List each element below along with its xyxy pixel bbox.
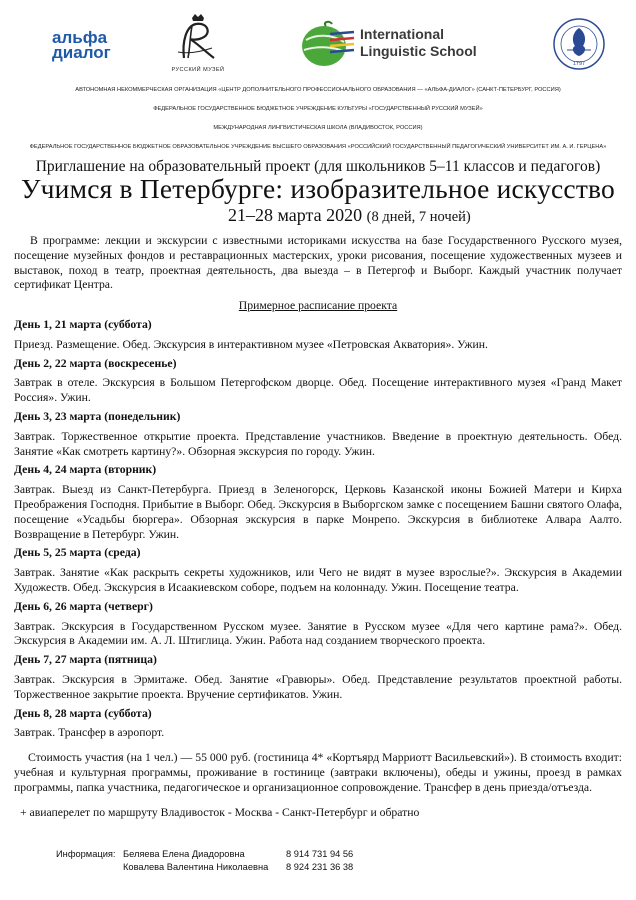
- day-text: Завтрак. Занятие «Как раскрыть секреты художников, или Чего не видят в музее взрослые?». Экскурсия в Академии Художеств. Обед. Экскурсия в Исаакиевском соборе, подъем на колоннаду. Ужин. Посещение театра.: [14, 566, 622, 594]
- schedule-day: [14, 410, 622, 459]
- day-title: День 2, 22 марта (воскресенье): [14, 356, 177, 370]
- logo-bar: [0, 10, 636, 82]
- alfa-logo-line1: альфа: [52, 28, 108, 47]
- org-line: ФЕДЕРАЛЬНОЕ ГОСУДАРСТВЕННОЕ БЮДЖЕТНОЕ ОБРАЗОВАТЕЛЬНОЕ УЧРЕЖДЕНИЕ ВЫСШЕГО ОБРАЗОВАНИЯ «РОССИЙСКИЙ ГОСУДАРСТВЕННЫЙ ПЕДАГОГИЧЕСКИЙ УНИВЕРСИТЕТ ИМ. А. И. ГЕРЦЕНА»: [29, 144, 607, 150]
- price-paragraph: Стоимость участия (на 1 чел.) — 55 000 руб. (гостиница 4* «Кортъярд Марриотт Васильевский»). В стоимость входит: учебная и культурная программы, проживание в гостинице (завтраки включены), обеды и ужины, проезд в рамках программы, папка участника, педагогическое и организационное сопровождение. Трансфер в день приезда/отъезда.: [14, 751, 622, 794]
- org-line: АВТОНОМНАЯ НЕКОММЕРЧЕСКАЯ ОРГАНИЗАЦИЯ «ЦЕНТР ДОПОЛНИТЕЛЬНОГО ПРОФЕССИОНАЛЬНОГО ОБРАЗОВАНИЯ — «АЛЬФА-ДИАЛОГ» (САНКТ-ПЕТЕРБУРГ, РОССИЯ): [75, 87, 561, 93]
- ils-line1: International: [360, 26, 445, 42]
- schedule-list: [14, 318, 622, 741]
- schedule-day: [14, 546, 622, 595]
- day-title: День 1, 21 марта (суббота): [14, 317, 152, 331]
- contact-name: Ковалева Валентина Николаевна: [123, 862, 269, 872]
- schedule-day: [14, 653, 622, 702]
- ils-logo-text: [360, 26, 477, 60]
- page-title: Учимся в Петербурге: изобразительное искусство: [20, 173, 616, 204]
- alfa-logo-line2: диалог: [52, 43, 111, 62]
- contact-label: Информация:: [56, 849, 116, 859]
- schedule-day: [14, 707, 622, 742]
- day-text: Завтрак. Экскурсия в Эрмитаже. Обед. Занятие «Гравюры». Обед. Представление результатов проектной работы. Торжественное закрытие проекта. Вручение сертификатов. Ужин.: [14, 672, 622, 701]
- org-line: МЕЖДУНАРОДНАЯ ЛИНГВИСТИЧЕСКАЯ ШКОЛА (ВЛАДИВОСТОК, РОССИЯ): [213, 125, 423, 131]
- day-title: День 6, 26 марта (четверг): [14, 599, 153, 613]
- schedule-day: [14, 318, 622, 353]
- day-title: День 7, 27 марта (пятница): [14, 653, 157, 667]
- org-line: ФЕДЕРАЛЬНОЕ ГОСУДАРСТВЕННОЕ БЮДЖЕТНОЕ УЧРЕЖДЕНИЕ КУЛЬТУРЫ «ГОСУДАРСТВЕННЫЙ РУССКИЙ МУЗЕЙ»: [153, 106, 483, 112]
- schedule-day: [14, 463, 622, 542]
- day-text: Завтрак. Торжественное открытие проекта. Представление участников. Введение в проектную деятельность. Обед. Занятие «Как смотреть картину?». Обзорная экскурсия по городу. Ужин.: [14, 429, 622, 458]
- airfare-note: + авиаперелет по маршруту Владивосток - Москва - Санкт-Петербург и обратно: [20, 805, 420, 819]
- day-text: Завтрак. Трансфер в аэропорт.: [14, 726, 165, 740]
- day-text: Приезд. Размещение. Обед. Экскурсия в интерактивном музее «Петровская Акватория». Ужин.: [14, 337, 488, 351]
- duration-text: (8 дней, 7 ночей): [366, 209, 471, 225]
- herzen-year: 1797: [572, 61, 586, 67]
- alfa-dialog-logo: [52, 30, 124, 60]
- invitation-line: Приглашение на образовательный проект (для школьников 5–11 классов и педагогов): [35, 158, 601, 175]
- contact-name: Беляева Елена Диадоровна: [123, 849, 245, 859]
- ils-line2: Linguistic School: [360, 43, 477, 59]
- ils-logo: [300, 20, 500, 68]
- schedule-day: [14, 357, 622, 406]
- day-title: День 4, 24 марта (вторник): [14, 463, 157, 477]
- project-dates: [228, 205, 471, 226]
- day-title: День 5, 25 марта (среда): [14, 546, 141, 560]
- dates-text: 21–28 марта 2020: [228, 205, 363, 225]
- day-title: День 3, 23 марта (понедельник): [14, 409, 181, 423]
- schedule-day: [14, 600, 622, 649]
- document-body: [14, 234, 622, 820]
- globe-apple-icon: [300, 20, 356, 68]
- day-text: Завтрак. Выезд из Санкт-Петербурга. Приезд в Зеленогорск, Церковь Казанской иконы Божией Матери и Кирха Преображения Господня. Прибытие в Выборг. Обед. Экскурсия в Выборгском замке с посещением Башни святого Олафа, посещение «Усадьбы бюргера». Обзорная экскурсия в парке Монрепо. Экскурсия в библиотеке Алвара Аалто. Возвращение в Петербург. Ужин.: [14, 483, 622, 541]
- russian-museum-caption: РУССКИЙ МУЗЕЙ: [171, 67, 225, 73]
- herzen-university-logo: [553, 14, 605, 74]
- contact-phone: 8 924 231 36 38: [286, 862, 354, 872]
- university-seal-icon: [553, 14, 605, 74]
- organizations-list: [14, 86, 622, 151]
- day-text: Завтрак. Экскурсия в Государственном Русском музее. Занятие в Русском музее «Для чего картине рама?». Обед. Экскурсия в Академии им. А. Л. Штиглица. Ужин. Работа над созданием творческого проекта.: [14, 619, 622, 648]
- contact-phone: 8 914 731 94 56: [286, 849, 354, 859]
- schedule-title: Примерное расписание проекта: [238, 299, 398, 313]
- day-text: Завтрак в отеле. Экскурсия в Большом Петергофском дворце. Обед. Посещение интерактивного музея «Гранд Макет Россия». Ужин.: [14, 376, 622, 405]
- day-title: День 8, 28 марта (суббота): [14, 706, 152, 720]
- intro-paragraph: В программе: лекции и экскурсии с известными историками искусства на базе Государственного Русского музея, посещение музейных фондов и реставрационных мастерских, уроки рисования, посещение художественных музеев и выставок, поход в театр, проектная деятельность, два выезда – в Петергоф и Выборг. Каждый участник получает сертификат Центра.: [14, 234, 622, 292]
- russian-museum-logo: [168, 12, 228, 73]
- crown-monogram-icon: [168, 12, 228, 62]
